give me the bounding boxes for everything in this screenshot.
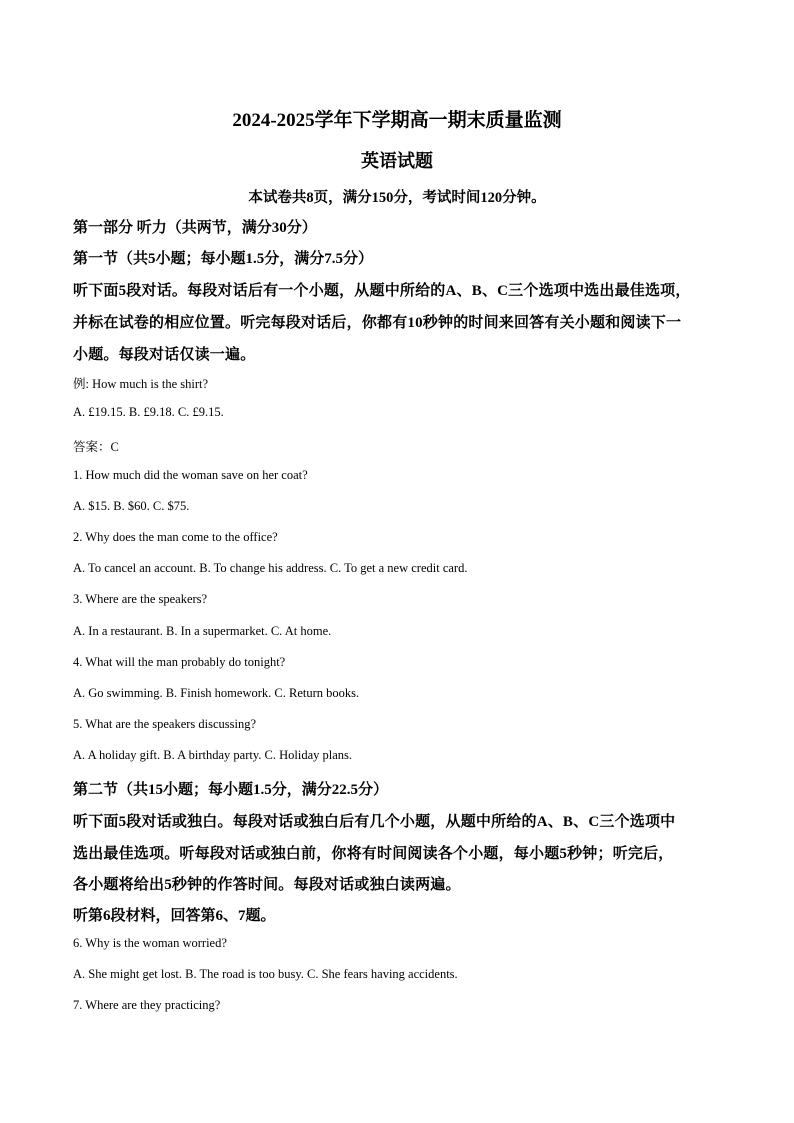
question-4: 4. What will the man probably do tonight? <box>73 655 286 669</box>
example-answer: 答案：C <box>73 440 119 454</box>
question-4-options: A. Go swimming. B. Finish homework. C. Return books. <box>73 686 360 700</box>
section2-heading: 第二节（共15小题；每小题1.5分，满分22.5分） <box>73 782 389 798</box>
exam-note: 本试卷共8页，满分150分，考试时间120分钟。 <box>248 190 546 206</box>
question-2-options: A. To cancel an account. B. To change his address. C. To get a new credit card. <box>73 561 468 575</box>
exam-title: 2024-2025学年下学期高一期末质量监测 <box>232 110 562 131</box>
section2-instruction-line: 选出最佳选项。听每段对话或独白前，你将有时间阅读各个小题，每小题5秒钟；听完后， <box>73 846 674 862</box>
question-7: 7. Where are they practicing? <box>73 998 221 1012</box>
question-5-options: A. A holiday gift. B. A birthday party. C. Holiday plans. <box>73 748 353 762</box>
question-3: 3. Where are the speakers? <box>73 592 208 606</box>
section1-instruction-line: 并标在试卷的相应位置。听完每段对话后，你都有10秒钟的时间来回答有关小题和阅读下一 <box>73 315 682 331</box>
exam-subtitle: 英语试题 <box>361 151 433 171</box>
question-6: 6. Why is the woman worried? <box>73 936 227 950</box>
question-2: 2. Why does the man come to the office? <box>73 530 278 544</box>
part1-heading: 第一部分 听力（共两节，满分30分） <box>73 220 317 236</box>
question-1-options: A. $15. B. $60. C. $75. <box>73 499 190 513</box>
section1-instruction-line: 小题。每段对话仅读一遍。 <box>73 347 256 363</box>
question-5: 5. What are the speakers discussing? <box>73 717 257 731</box>
section1-heading: 第一节（共5小题；每小题1.5分，满分7.5分） <box>73 251 374 267</box>
material6-heading: 听第6段材料，回答第6、7题。 <box>73 908 276 924</box>
example-options: A. £19.15. B. £9.18. C. £9.15. <box>73 405 224 419</box>
question-1: 1. How much did the woman save on her coat? <box>73 468 308 482</box>
section2-instruction-line: 听下面5段对话或独白。每段对话或独白后有几个小题，从题中所给的A、B、C三个选项中 <box>73 814 676 830</box>
section2-instruction-line: 各小题将给出5秒钟的作答时间。每段对话或独白读两遍。 <box>73 877 461 893</box>
question-3-options: A. In a restaurant. B. In a supermarket. C. At home. <box>73 624 332 638</box>
section1-instruction-line: 听下面5段对话。每段对话后有一个小题，从题中所给的A、B、C三个选项中选出最佳选项， <box>73 283 691 299</box>
question-6-options: A. She might get lost. B. The road is too busy. C. She fears having accidents. <box>73 967 458 981</box>
example-question: 例: How much is the shirt? <box>73 377 209 391</box>
